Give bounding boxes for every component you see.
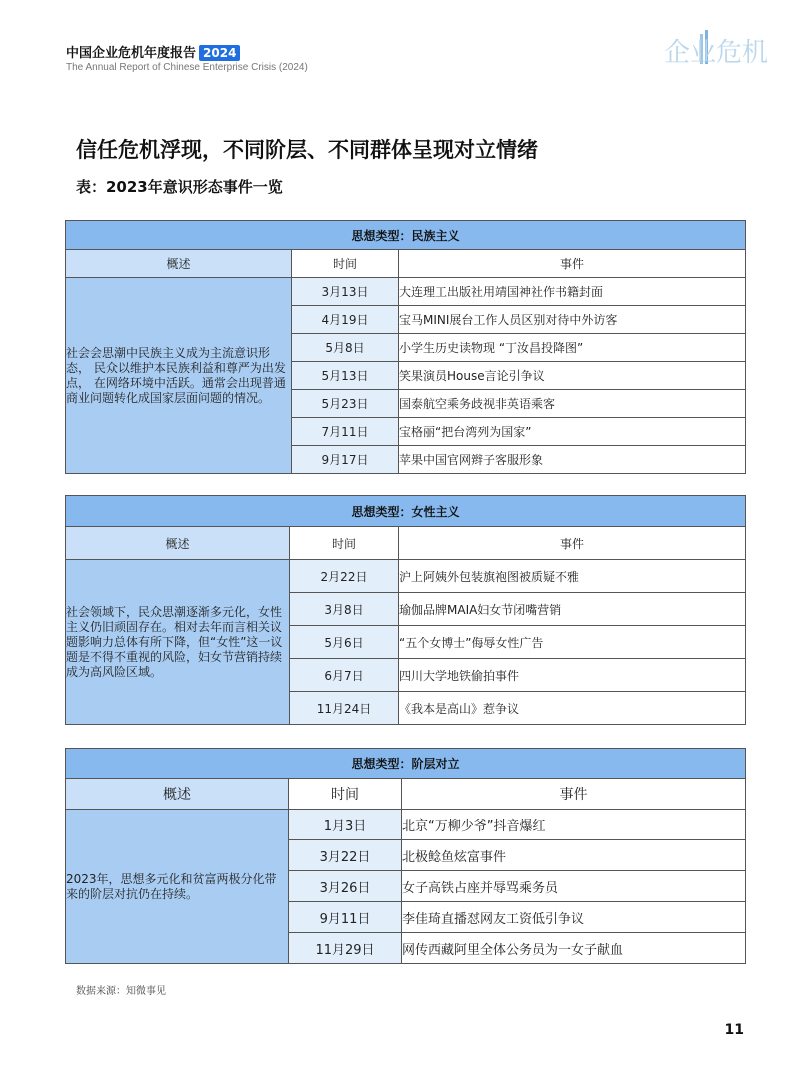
column-header-time: 时间	[292, 250, 399, 278]
event-cell: 北京“万柳少爷”抖音爆红	[402, 810, 746, 840]
table-caption: 思想类型：阶层对立	[66, 749, 746, 779]
event-cell: 北极鲶鱼炫富事件	[402, 840, 746, 871]
date-cell: 5月23日	[292, 390, 399, 418]
event-cell: “五个女博士”侮辱女性广告	[399, 626, 746, 659]
date-cell: 11月29日	[289, 933, 402, 964]
event-cell: 《我本是高山》惹争议	[399, 692, 746, 725]
event-cell: 苹果中国官网辫子客服形象	[399, 446, 746, 474]
table-class-conflict	[65, 748, 746, 964]
date-cell: 5月8日	[292, 334, 399, 362]
table-caption: 思想类型：女性主义	[66, 496, 746, 527]
date-cell: 9月11日	[289, 902, 402, 933]
column-header-time: 时间	[289, 779, 402, 810]
description-cell: 2023年，思想多元化和贫富两极分化带来的阶层对抗仍在持续。	[66, 810, 289, 964]
date-cell: 5月6日	[290, 626, 399, 659]
description-cell: 社会会思潮中民族主义成为主流意识形态， 民众以维护本民族利益和尊严为出发点， 在网络环境中活跃。通常会出现普通商业问题转化成国家层面问题的情况。	[66, 278, 292, 474]
column-header-event: 事件	[399, 250, 746, 278]
date-cell: 3月8日	[290, 593, 399, 626]
table-title: 表：2023年意识形态事件一览	[76, 178, 283, 196]
table-nationalism	[65, 220, 746, 474]
description-cell: 社会领域下，民众思潮逐渐多元化，女性主义仍旧顽固存在。相对去年而言相关议题影响力总体有所下降，但“女性”这一议题是不得不重视的风险，妇女节营销持续成为高风险区域。	[66, 560, 290, 725]
event-cell: 女子高铁占座并辱骂乘务员	[402, 871, 746, 902]
event-cell: 四川大学地铁偷拍事件	[399, 659, 746, 692]
report-year-badge: 2024	[199, 45, 240, 61]
column-header-event: 事件	[402, 779, 746, 810]
event-cell: 沪上阿姨外包装旗袍图被质疑不雅	[399, 560, 746, 593]
logo-text: 企业危机	[664, 38, 769, 68]
date-cell: 4月19日	[292, 306, 399, 334]
date-cell: 3月26日	[289, 871, 402, 902]
event-cell: 小学生历史读物现 “丁汝昌投降图”	[399, 334, 746, 362]
table-caption: 思想类型：民族主义	[66, 221, 746, 250]
page-title: 信任危机浮现，不同阶层、不同群体呈现对立情绪	[76, 138, 538, 162]
event-cell: 大连理工出版社用靖国神社作书籍封面	[399, 278, 746, 306]
event-cell: 李佳琦直播怼网友工资低引争议	[402, 902, 746, 933]
brand-logo	[664, 28, 769, 72]
date-cell: 11月24日	[290, 692, 399, 725]
event-cell: 网传西藏阿里全体公务员为一女子献血	[402, 933, 746, 964]
report-title-text: 中国企业危机年度报告	[66, 46, 197, 61]
event-cell: 瑜伽品牌MAIA妇女节闭嘴营销	[399, 593, 746, 626]
event-cell: 宝格丽“把台湾列为国家”	[399, 418, 746, 446]
date-cell: 1月3日	[289, 810, 402, 840]
date-cell: 5月13日	[292, 362, 399, 390]
table-feminism	[65, 495, 746, 725]
date-cell: 7月11日	[292, 418, 399, 446]
event-cell: 笑果演员House言论引争议	[399, 362, 746, 390]
event-cell: 宝马MINI展台工作人员区别对待中外访客	[399, 306, 746, 334]
event-cell: 国泰航空乘务歧视非英语乘客	[399, 390, 746, 418]
column-header-description: 概述	[66, 779, 289, 810]
column-header-time: 时间	[290, 527, 399, 560]
report-subtitle: The Annual Report of Chinese Enterprise Crisis (2024)	[66, 62, 308, 73]
date-cell: 3月13日	[292, 278, 399, 306]
page-number: 11	[724, 1022, 744, 1038]
date-cell: 6月7日	[290, 659, 399, 692]
report-title	[66, 42, 240, 61]
column-header-description: 概述	[66, 250, 292, 278]
date-cell: 9月17日	[292, 446, 399, 474]
date-cell: 2月22日	[290, 560, 399, 593]
data-source-note: 数据来源：知微事见	[76, 986, 166, 997]
date-cell: 3月22日	[289, 840, 402, 871]
column-header-event: 事件	[399, 527, 746, 560]
column-header-description: 概述	[66, 527, 290, 560]
